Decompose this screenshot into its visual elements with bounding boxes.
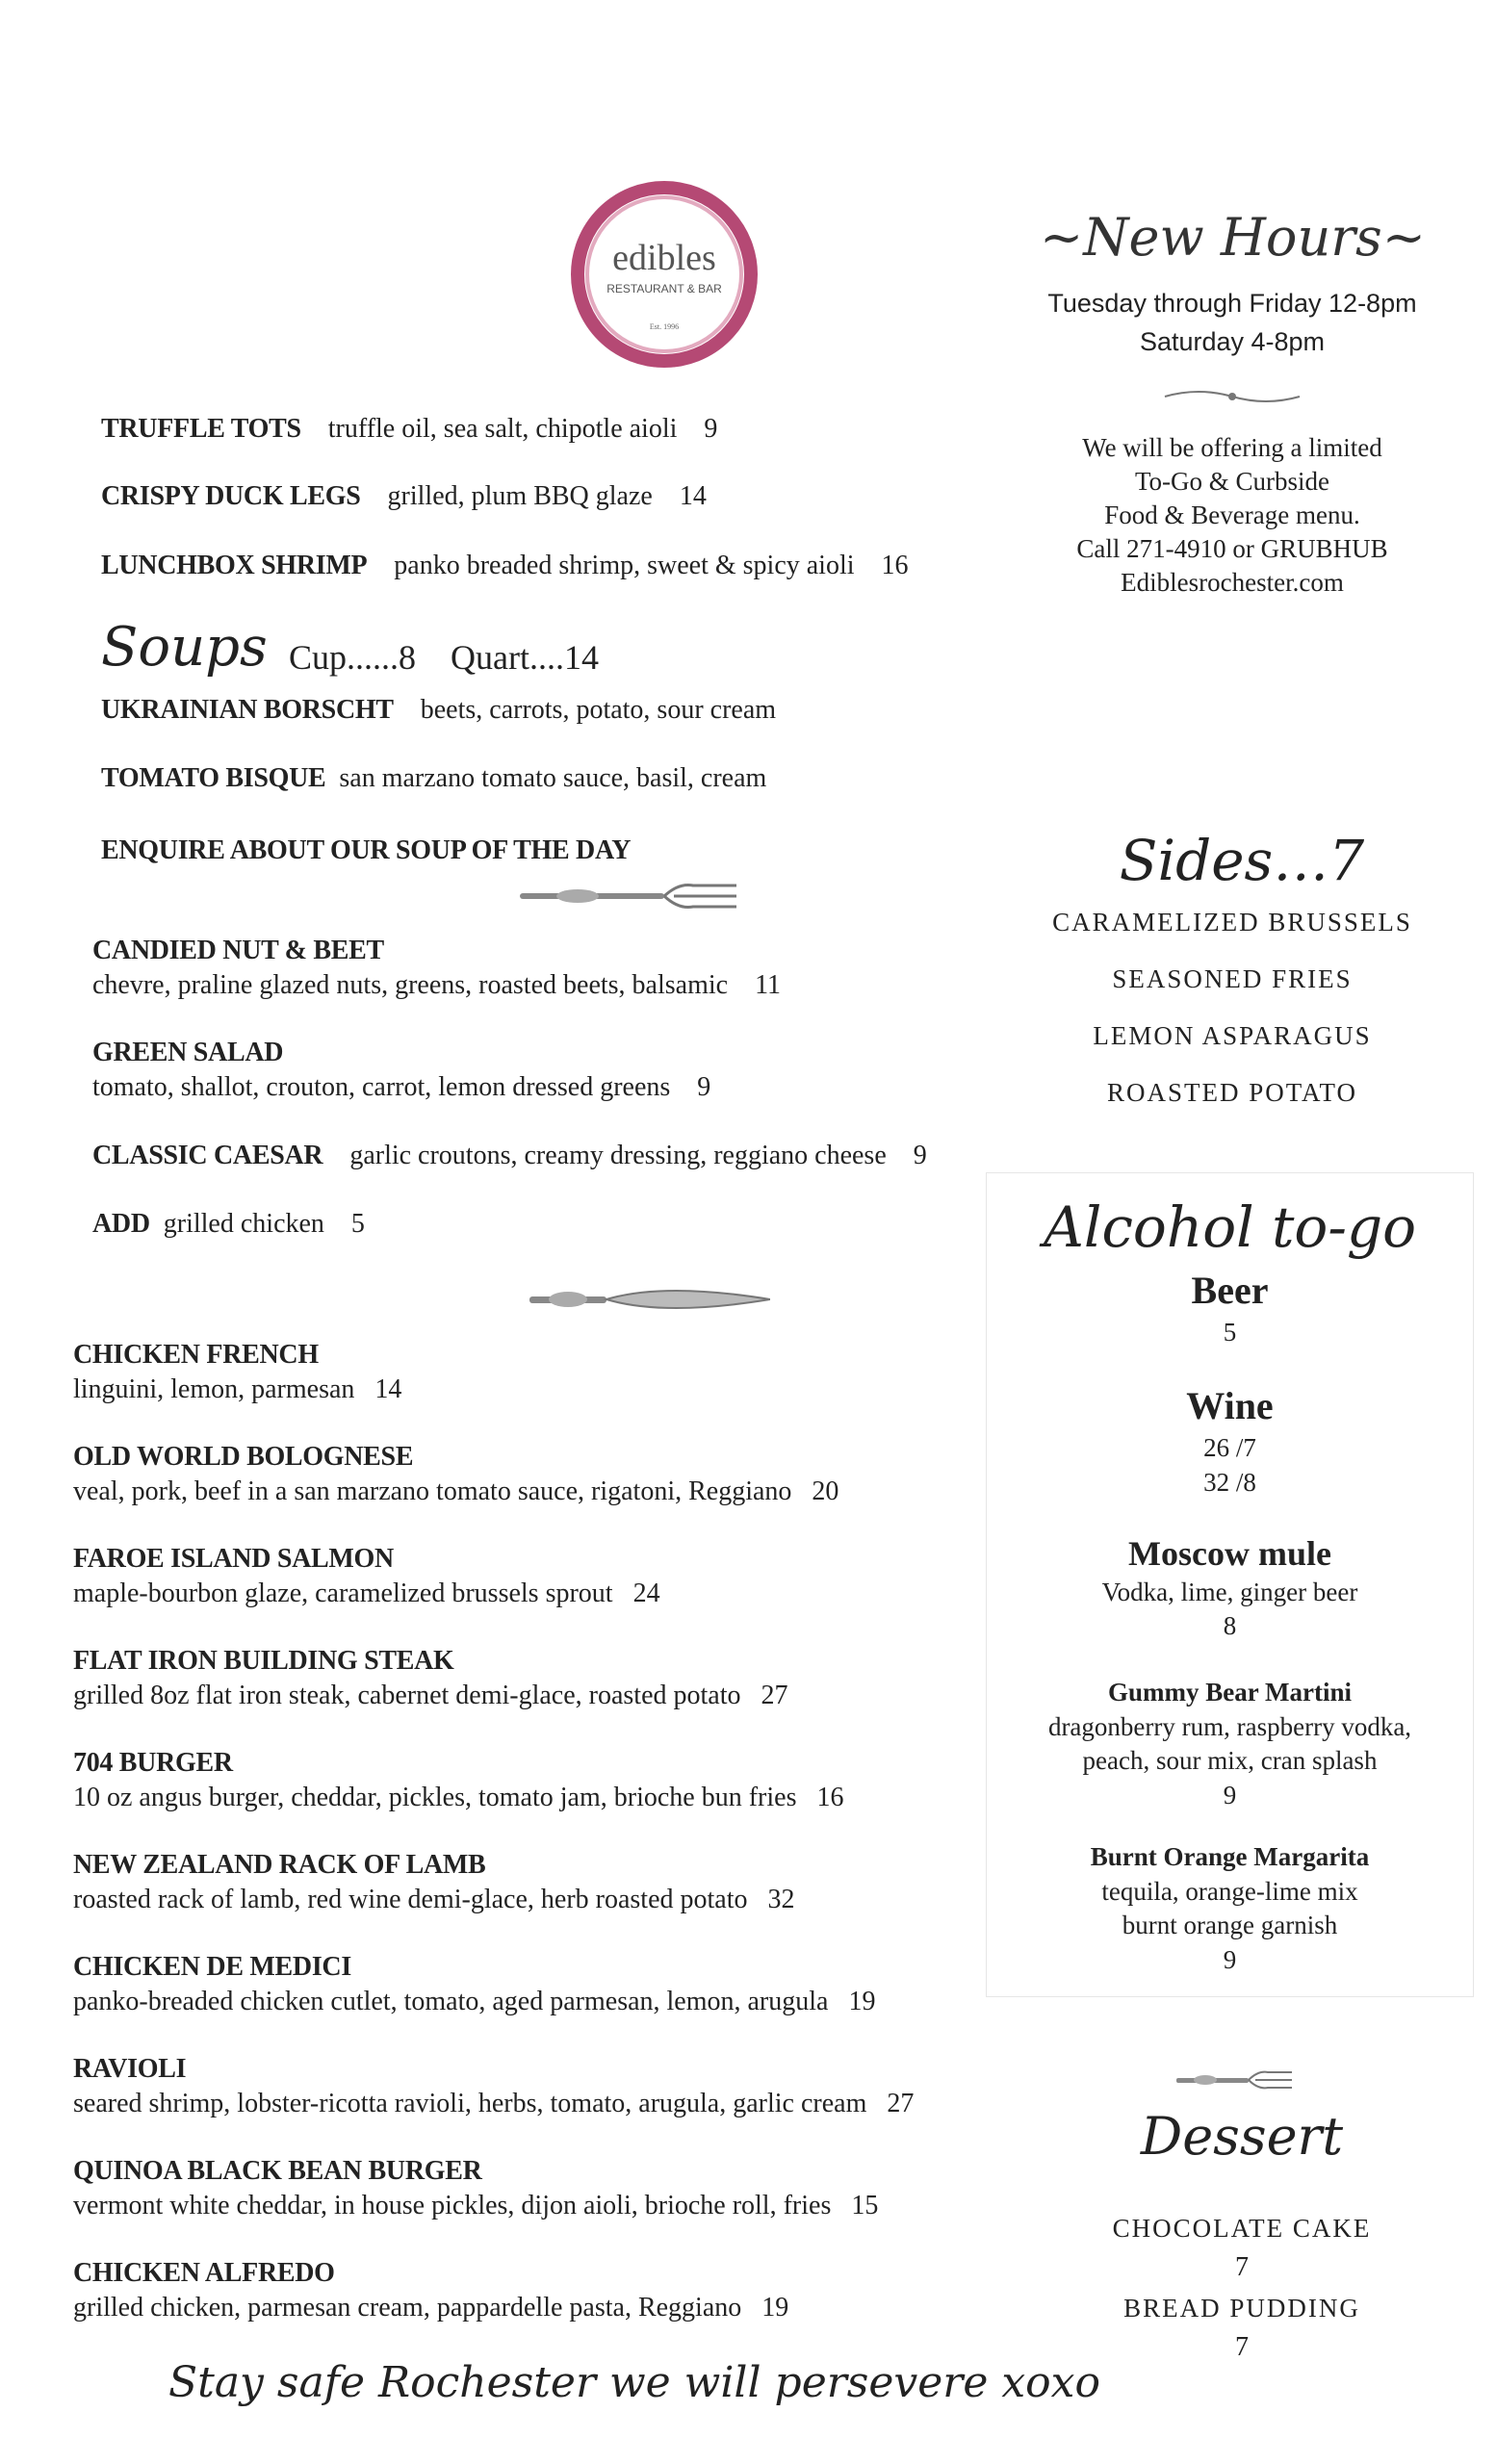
entree-desc-line — [73, 1885, 795, 1915]
gummy-price: 9 — [1223, 1781, 1237, 1810]
soup-cup-price: Cup......8 — [289, 638, 417, 677]
item-name: CLASSIC CAESAR — [92, 1141, 323, 1170]
entree-price: 14 — [374, 1374, 402, 1404]
logo-name: edibles — [612, 238, 716, 278]
fish-knife-icon — [529, 1280, 770, 1323]
item-price: 9 — [697, 1072, 711, 1102]
menu-item — [101, 414, 717, 445]
item-desc: san marzano tomato sauce, basil, cream — [339, 763, 767, 793]
divider-ornament-icon — [1160, 387, 1304, 411]
entree-desc-line — [73, 2191, 878, 2221]
entree-desc-line — [73, 1374, 401, 1405]
menu-item — [92, 1209, 365, 1240]
entree-desc-line — [73, 1783, 843, 1813]
entree-name: NEW ZEALAND RACK OF LAMB — [73, 1850, 486, 1880]
alcohol-panel — [986, 1172, 1474, 1997]
item-name: TRUFFLE TOTS — [101, 414, 301, 444]
notice-line: Call 271-4910 or GRUBHUB — [1076, 534, 1388, 563]
beer-name: Beer — [1191, 1269, 1269, 1312]
margarita-desc-2: burnt orange garnish — [1122, 1911, 1338, 1939]
entree-desc: veal, pork, beef in a san marzano tomato sauce, rigatoni, Reggiano — [73, 1476, 792, 1506]
menu-item — [101, 695, 776, 726]
hours-title: ~New Hours~ — [1040, 207, 1426, 268]
margarita-price: 9 — [1223, 1945, 1237, 1974]
item-desc: grilled chicken — [163, 1209, 324, 1239]
dessert-price: 7 — [1235, 2332, 1249, 2362]
entree-desc-line — [73, 1681, 788, 1711]
entree-name: RAVIOLI — [73, 2054, 187, 2084]
notice-line: We will be offering a limited — [1082, 433, 1382, 462]
entree-price: 20 — [812, 1476, 839, 1506]
menu-item — [92, 1141, 927, 1171]
entree-price: 24 — [632, 1578, 660, 1608]
entree-name: CHICKEN ALFREDO — [73, 2258, 335, 2288]
item-name: LUNCHBOX SHRIMP — [101, 551, 368, 580]
restaurant-logo — [563, 173, 765, 375]
soup-of-day-note: ENQUIRE ABOUT OUR SOUP OF THE DAY — [101, 835, 632, 865]
fork-icon — [520, 878, 736, 919]
mule-desc: Vodka, lime, ginger beer — [1101, 1578, 1358, 1606]
logo-est: Est. 1996 — [649, 322, 680, 331]
item-price: 11 — [755, 970, 782, 1000]
entree-name: CHICKEN FRENCH — [73, 1340, 319, 1370]
dessert-name: BREAD PUDDING — [1123, 2294, 1360, 2323]
entree-price: 15 — [851, 2191, 879, 2220]
footer-message: Stay safe Rochester we will persevere xoxo — [168, 2358, 1100, 2407]
dessert-price: 7 — [1235, 2252, 1249, 2282]
entree-desc-line — [73, 1476, 838, 1507]
soups-title: Soups — [101, 616, 268, 679]
entree-name: QUINOA BLACK BEAN BURGER — [73, 2156, 482, 2186]
hours-line-1: Tuesday through Friday 12-8pm — [1047, 289, 1417, 318]
menu-item — [101, 551, 909, 581]
entree-name: FAROE ISLAND SALMON — [73, 1544, 394, 1574]
entree-name: CHICKEN DE MEDICI — [73, 1952, 351, 1982]
side-item: SEASONED FRIES — [1112, 964, 1353, 993]
side-item: LEMON ASPARAGUS — [1093, 1021, 1372, 1050]
item-name: GREEN SALAD — [92, 1038, 284, 1067]
entree-desc: panko-breaded chicken cutlet, tomato, aged parmesan, lemon, arugula — [73, 1987, 829, 2016]
alcohol-title: Alcohol to-go — [1044, 1194, 1416, 1260]
dessert-title: Dessert — [1140, 2106, 1344, 2167]
entree-price: 19 — [761, 2293, 789, 2323]
sides-title: Sides…7 — [1119, 828, 1365, 893]
entree-desc-line — [73, 2293, 788, 2323]
item-name: CRISPY DUCK LEGS — [101, 481, 361, 511]
logo-sub: RESTAURANT & BAR — [606, 282, 722, 295]
item-desc: panko breaded shrimp, sweet & spicy aioli — [394, 551, 855, 580]
entree-desc: 10 oz angus burger, cheddar, pickles, tomato jam, brioche bun fries — [73, 1783, 797, 1812]
entree-desc: seared shrimp, lobster-ricotta ravioli, herbs, tomato, arugula, garlic cream — [73, 2089, 867, 2118]
entree-desc-line — [73, 1578, 660, 1609]
item-price: 9 — [913, 1141, 927, 1170]
togo-notice — [1020, 431, 1444, 600]
entree-name: FLAT IRON BUILDING STEAK — [73, 1646, 454, 1676]
item-price: 9 — [704, 414, 718, 444]
notice-line: To-Go & Curbside — [1134, 467, 1330, 496]
menu-item — [101, 481, 707, 512]
soup-quart-price: Quart....14 — [451, 638, 599, 677]
wine-price-1: 26 /7 — [1203, 1433, 1256, 1462]
gummy-desc-1: dragonberry rum, raspberry vodka, — [1047, 1712, 1412, 1741]
entree-name: OLD WORLD BOLOGNESE — [73, 1442, 414, 1472]
item-desc: grilled, plum BBQ glaze — [387, 481, 653, 511]
item-desc-line — [92, 970, 781, 1001]
entree-desc: grilled chicken, parmesan cream, pappardelle pasta, Reggiano — [73, 2293, 742, 2323]
entree-desc: vermont white cheddar, in house pickles, dijon aioli, brioche roll, fries — [73, 2191, 832, 2220]
entree-price: 27 — [887, 2089, 915, 2118]
wine-name: Wine — [1186, 1384, 1274, 1427]
wine-price-2: 32 /8 — [1203, 1468, 1256, 1497]
item-desc-line — [92, 1072, 710, 1103]
item-name: UKRAINIAN BORSCHT — [101, 695, 394, 725]
mule-name: Moscow mule — [1128, 1534, 1331, 1573]
gummy-desc-2: peach, sour mix, cran splash — [1082, 1746, 1378, 1775]
margarita-desc-1: tequila, orange-lime mix — [1101, 1877, 1358, 1906]
item-name: ADD — [92, 1209, 150, 1239]
logo-ring-icon — [563, 173, 765, 375]
item-desc: truffle oil, sea salt, chipotle aioli — [327, 414, 678, 444]
mule-price: 8 — [1223, 1611, 1237, 1640]
margarita-name: Burnt Orange Margarita — [1090, 1842, 1370, 1871]
item-desc: beets, carrots, potato, sour cream — [420, 695, 777, 725]
beer-price: 5 — [1223, 1318, 1237, 1347]
hours-line-2: Saturday 4-8pm — [1139, 327, 1326, 356]
item-price: 5 — [350, 1209, 365, 1239]
dessert-name: CHOCOLATE CAKE — [1112, 2214, 1372, 2243]
small-fork-icon — [1176, 2067, 1292, 2099]
item-desc: chevre, praline glazed nuts, greens, roasted beets, balsamic — [92, 970, 729, 1000]
entree-price: 32 — [767, 1885, 795, 1914]
item-price: 16 — [881, 551, 909, 580]
entree-desc: maple-bourbon glaze, caramelized brussels sprout — [73, 1578, 613, 1608]
entree-name: 704 BURGER — [73, 1748, 233, 1778]
entree-price: 16 — [816, 1783, 844, 1812]
entree-desc-line — [73, 1987, 875, 2017]
entree-price: 27 — [761, 1681, 788, 1710]
notice-line: Food & Beverage menu. — [1104, 500, 1360, 529]
side-item: ROASTED POTATO — [1106, 1078, 1358, 1107]
entree-desc: grilled 8oz flat iron steak, cabernet demi-glace, roasted potato — [73, 1681, 741, 1710]
entree-desc: roasted rack of lamb, red wine demi-glace, herb roasted potato — [73, 1885, 748, 1914]
menu-item — [101, 763, 766, 794]
item-price: 14 — [679, 481, 707, 511]
gummy-name: Gummy Bear Martini — [1108, 1678, 1352, 1707]
item-desc: tomato, shallot, crouton, carrot, lemon dressed greens — [92, 1072, 671, 1102]
item-name: CANDIED NUT & BEET — [92, 936, 384, 965]
item-name: TOMATO BISQUE — [101, 763, 326, 793]
entree-price: 19 — [848, 1987, 876, 2016]
item-desc: garlic croutons, creamy dressing, reggiano cheese — [349, 1141, 887, 1170]
entree-desc: linguini, lemon, parmesan — [73, 1374, 355, 1404]
website-link[interactable]: Ediblesrochester.com — [1121, 568, 1344, 597]
side-item: CARAMELIZED BRUSSELS — [1052, 908, 1412, 937]
entree-desc-line — [73, 2089, 914, 2119]
